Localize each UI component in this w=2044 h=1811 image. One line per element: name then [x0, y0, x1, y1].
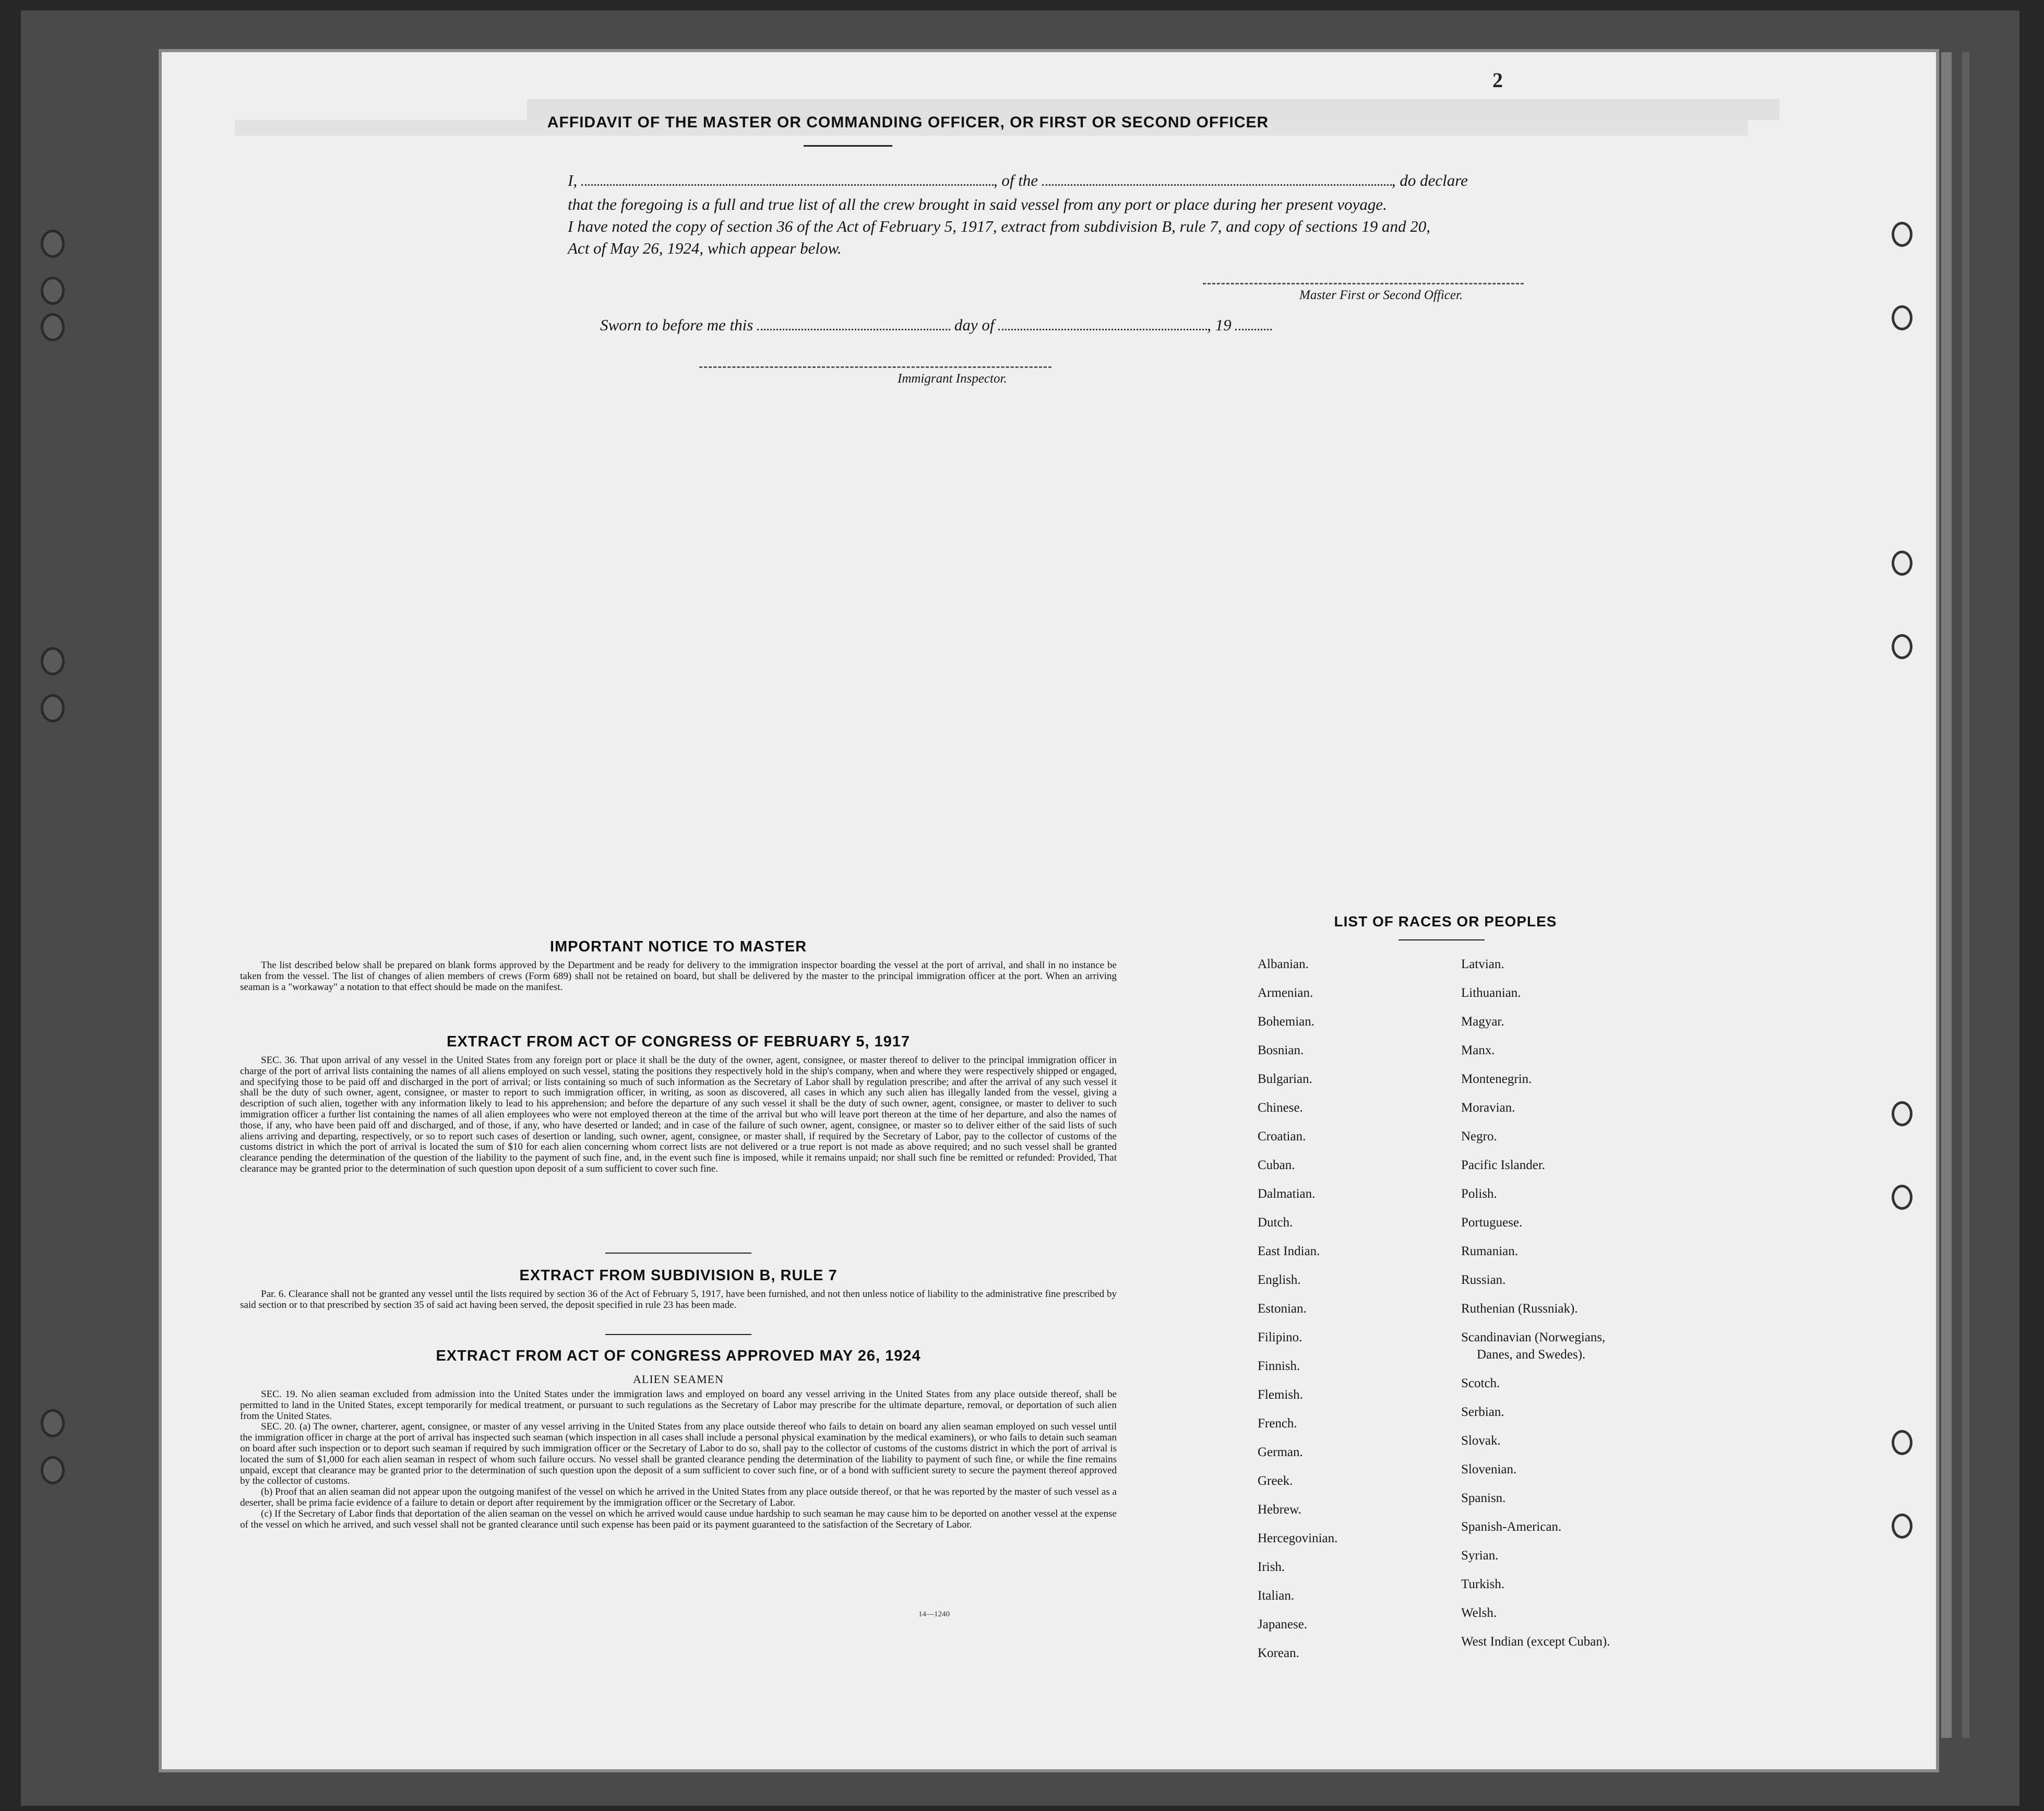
extract-1917-title: EXTRACT FROM ACT OF CONGRESS OF FEBRUARY 5, 1917 [446, 1033, 911, 1050]
race-item: Ruthenian (Russniak). [1461, 1302, 1578, 1316]
race-item: Hebrew. [1258, 1503, 1301, 1517]
race-item: Spanisn. [1461, 1491, 1506, 1505]
race-item: Pacific Islander. [1461, 1158, 1546, 1172]
master-signature-line [1203, 283, 1524, 284]
affidavit-line-2: that the foregoing is a full and true list of all the crew brought in said vessel from any port or place during her present voyage. [568, 195, 1387, 213]
inspector-signature-line [699, 366, 1051, 368]
race-item: Danes, and Swedes). [1477, 1348, 1586, 1362]
race-item: English. [1258, 1273, 1301, 1287]
page-edge-right-2 [1962, 52, 1969, 1738]
section-20c-paragraph: (c) If the Secretary of Labor finds that deportation of the alien seaman on the vessel on which he arrived would cause undue hardship to such seaman he may cause him to be deported on another vessel at the expense of the vessel on which he arrived, and such vessel shall not be granted clearance until such expense has been paid or its payment guaranteed to the satisfaction of the Secretary of Labor. [240, 1508, 1117, 1530]
rule-7-title: EXTRACT FROM SUBDIVISION B, RULE 7 [519, 1267, 838, 1284]
punch-hole-icon [1892, 222, 1912, 247]
corner-mark: 2 [1492, 68, 1503, 92]
race-item: Japanese. [1258, 1617, 1308, 1631]
section-20a-paragraph: SEC. 20. (a) The owner, charterer, agent, consignee, or master of any vessel arriving in the United States from any place outside thereof who fails to detain on board any alien seaman employed on such vessel until the immigration officer in charge at the port of arrival has inspected such seaman (which inspection in all cases shall include a personal physical examination by the medical examiners), or who fails to detain such seaman on board after such inspection or to deport such seaman if required by such immigration officer or the Secretary of Labor to do so, shall pay to the collector of customs of the customs district in which the port of arrival is located the sum of $1,000 for each alien seaman in respect of whom such failure occurs. No vessel shall be granted clearance pending the determination of the liability to payment of such fine, or while the fine remains unpaid, except that clearance may be granted prior to the determination of such question upon the deposit of a sum sufficient to cover such fine, or of a bond with sufficient surety to secure the payment thereof approved by the collector of customs. [240, 1421, 1117, 1487]
race-item: Latvian. [1461, 957, 1504, 971]
race-item: Scotch. [1461, 1376, 1500, 1390]
day-of-text: day of [954, 316, 995, 334]
year-text: , 19 [1207, 316, 1232, 334]
year-blank [1235, 318, 1272, 330]
race-item: Syrian. [1461, 1548, 1499, 1563]
race-item: Finnish. [1258, 1359, 1300, 1373]
race-item: Cuban. [1258, 1158, 1295, 1172]
race-item: Bulgarian. [1258, 1072, 1312, 1086]
section-19-paragraph: SEC. 19. No alien seaman excluded from admission into the United States under the immigration laws and employed on board any vessel arriving in the United States from any place outside thereof, shall be permitted to land in the United States, except temporarily for medical treatment, or pursuant to such regulations as the Secretary of Labor may prescribe for the ultimate departure, removal, or deportation of such alien from the United States. [240, 1389, 1117, 1422]
race-item: Turkish. [1461, 1577, 1505, 1591]
affidavit-title: AFFIDAVIT OF THE MASTER OR COMMANDING OFFICER, OR FIRST OR SECOND OFFICER [547, 114, 1269, 131]
race-item: Slovenian. [1461, 1462, 1517, 1476]
race-item: Montenegrin. [1461, 1072, 1532, 1086]
race-item: Flemish. [1258, 1388, 1303, 1402]
race-item: Filipino. [1258, 1330, 1302, 1344]
rule-7-paragraph: Par. 6. Clearance shall not be granted any vessel until the lists required by section 36 of the Act of February 5, 1917, have been furnished, and not then unless notice of liability to the administrative fine prescribed by said section or to that prescribed by section 35 of said act having been served, the deposit specified in rule 23 has been made. [240, 1289, 1117, 1310]
notice-text [240, 960, 1117, 993]
race-item: French. [1258, 1416, 1297, 1431]
section-rule [605, 1334, 751, 1335]
punch-hole-icon [1892, 305, 1912, 330]
page-edge-right [1941, 52, 1952, 1738]
binder-hole-icon [41, 694, 65, 722]
sworn-text: Sworn to before me this [600, 316, 754, 334]
race-item: Serbian. [1461, 1405, 1504, 1419]
extract-1924-text [240, 1389, 1117, 1530]
race-item: Slovak. [1461, 1434, 1501, 1448]
race-item: Estonian. [1258, 1302, 1307, 1316]
race-item: Moravian. [1461, 1101, 1515, 1115]
binder-hole-icon [41, 230, 65, 258]
race-item: Scandinavian (Norwegians, [1461, 1330, 1606, 1344]
affidavit-of-the: , of the [993, 171, 1038, 189]
race-item: Armenian. [1258, 986, 1313, 1000]
race-item: Negro. [1461, 1129, 1497, 1143]
section-rule [605, 1253, 751, 1254]
race-item: Spanish-American. [1461, 1520, 1562, 1534]
races-title-rule [1398, 939, 1485, 940]
section-36-paragraph: SEC. 36. That upon arrival of any vessel in the United States from any foreign port or place it shall be the duty of the owner, agent, consignee, or master thereof to deliver to the principal immigration officer in charge of the port of arrival lists containing the names of all aliens employed on such vessel, stating the positions they respectively hold in the ship's company, when and where they were respectively shipped or engaged, and specifying those to be paid off and discharged in the port of arrival; or lists containing so much of such information as the Secretary of Labor shall by regulation prescribe; and after the arrival of any such vessel it shall be the duty of such owner, agent, consignee, or master to report to such immigration officer, in writing, as soon as discovered, all cases in which any such alien has illegally landed from the vessel, giving a description of such alien, together with any information likely to lead to his apprehension; and before the departure of any such vessel it shall be the duty of such owner, agent, consignee, or master to deliver to such immigration officer a further list containing the names of all alien employees who were not employed thereon at the time of the arrival but who will leave port thereon at the time of her departure, and also the names of those, if any, who have been paid off and discharged, and of those, if any, who have deserted or landed; and in case of the failure of such owner, agent, consignee, or master so to deliver either of the said lists of such aliens arriving and departing, respectively, or so to report such cases of desertion or landing, such owner, agent, consignee, or master shall, if required by the Secretary of Labor, pay to the collector of customs of the customs district in which the port of arrival is located the sum of $10 for each alien concerning whom correct lists are not delivered or a true report is not made as above required; and no such vessel shall be granted clearance pending the determination of the question of the liability to the payment of such fine, and, in the event such fine is imposed, while it remains unpaid; nor shall such fine be remitted or refunded: Provided, That clearance may be granted prior to the determination of such question upon deposit of a sum sufficient to cover such fine. [240, 1055, 1117, 1174]
race-item: Bosnian. [1258, 1043, 1304, 1057]
extract-1917-text [240, 1055, 1117, 1175]
race-item: Albanian. [1258, 957, 1309, 971]
punch-hole-icon [1892, 1101, 1912, 1126]
day-blank [757, 318, 950, 330]
race-item: Irish. [1258, 1560, 1285, 1574]
races-column-2 [1461, 957, 1610, 1663]
race-item: Magyar. [1461, 1015, 1504, 1029]
master-label: Master First or Second Officer. [1299, 288, 1463, 302]
affidavit-declare: , do declare [1391, 171, 1468, 189]
manifest-page [162, 52, 1936, 1769]
punch-hole-icon [1892, 634, 1912, 659]
race-item: Italian. [1258, 1589, 1295, 1603]
alien-seamen-subtitle: ALIEN SEAMEN [633, 1373, 724, 1386]
race-item: Croatian. [1258, 1129, 1306, 1143]
race-item: Polish. [1461, 1187, 1497, 1201]
punch-hole-icon [1892, 1185, 1912, 1210]
notice-paragraph: The list described below shall be prepared on blank forms approved by the Department and be ready for delivery to the immigration inspector boarding the vessel at the port of arrival, and shall in no instance be taken from the vessel. The list of changes of alien members of crews (Form 689) shall not be retained on board, but shall be delivered by the master to the principal immigration officer at the port. When an arriving seaman is a "workaway" a notation to that effect should be made on the manifest. [240, 960, 1117, 993]
title-rule [804, 145, 892, 147]
binder-hole-icon [41, 277, 65, 305]
punch-hole-icon [1892, 1514, 1912, 1539]
race-item: German. [1258, 1445, 1303, 1459]
race-item: Dalmatian. [1258, 1187, 1316, 1201]
notice-title: IMPORTANT NOTICE TO MASTER [549, 938, 807, 955]
race-item: West Indian (except Cuban). [1461, 1635, 1610, 1649]
punch-hole-icon [1892, 551, 1912, 576]
section-20b-paragraph: (b) Proof that an alien seaman did not appear upon the outgoing manifest of the vessel on which he arrived in the United States from any place outside thereof, or that he was reported by the master of such vessel as a deserter, shall be prima facie evidence of a failure to detain or deport after requirement by the immigration officer or the Secretary of Labor. [240, 1486, 1117, 1508]
race-item: Chinese. [1258, 1101, 1303, 1115]
rule-7-text [240, 1289, 1117, 1311]
affidavit-i: I, [568, 171, 578, 189]
extract-1924-title: EXTRACT FROM ACT OF CONGRESS APPROVED MAY 26, 1924 [436, 1348, 921, 1364]
binder-hole-icon [41, 1409, 65, 1437]
race-item: Greek. [1258, 1474, 1293, 1488]
race-item: Russian. [1461, 1273, 1506, 1287]
races-title: LIST OF RACES OR PEOPLES [1334, 913, 1557, 930]
race-item: Rumanian. [1461, 1244, 1519, 1258]
race-item: Dutch. [1258, 1216, 1293, 1230]
month-blank [998, 318, 1207, 330]
sworn-line [600, 316, 1618, 335]
vessel-blank [1042, 174, 1392, 186]
name-blank [581, 174, 994, 186]
affidavit-line-4: Act of May 26, 1924, which appear below. [568, 239, 842, 257]
binder-hole-icon [41, 313, 65, 341]
inspector-label: Immigrant Inspector. [898, 372, 1007, 386]
race-item: Bohemian. [1258, 1015, 1315, 1029]
race-item: Lithuanian. [1461, 986, 1521, 1000]
affidavit-line-1 [568, 171, 1585, 190]
punch-hole-icon [1892, 1430, 1912, 1455]
race-item: Portuguese. [1461, 1216, 1523, 1230]
races-column-1 [1258, 957, 1337, 1675]
race-item: Welsh. [1461, 1606, 1497, 1620]
binder-hole-icon [41, 1456, 65, 1484]
race-item: Korean. [1258, 1646, 1299, 1660]
form-number: 14—1240 [918, 1610, 950, 1618]
race-item: Manx. [1461, 1043, 1495, 1057]
race-item: Hercegovinian. [1258, 1531, 1338, 1545]
binder-hole-icon [41, 647, 65, 675]
race-item: East Indian. [1258, 1244, 1320, 1258]
affidavit-line-3: I have noted the copy of section 36 of the Act of February 5, 1917, extract from subdivision B, rule 7, and copy of sections 19 and 20, [568, 217, 1431, 235]
